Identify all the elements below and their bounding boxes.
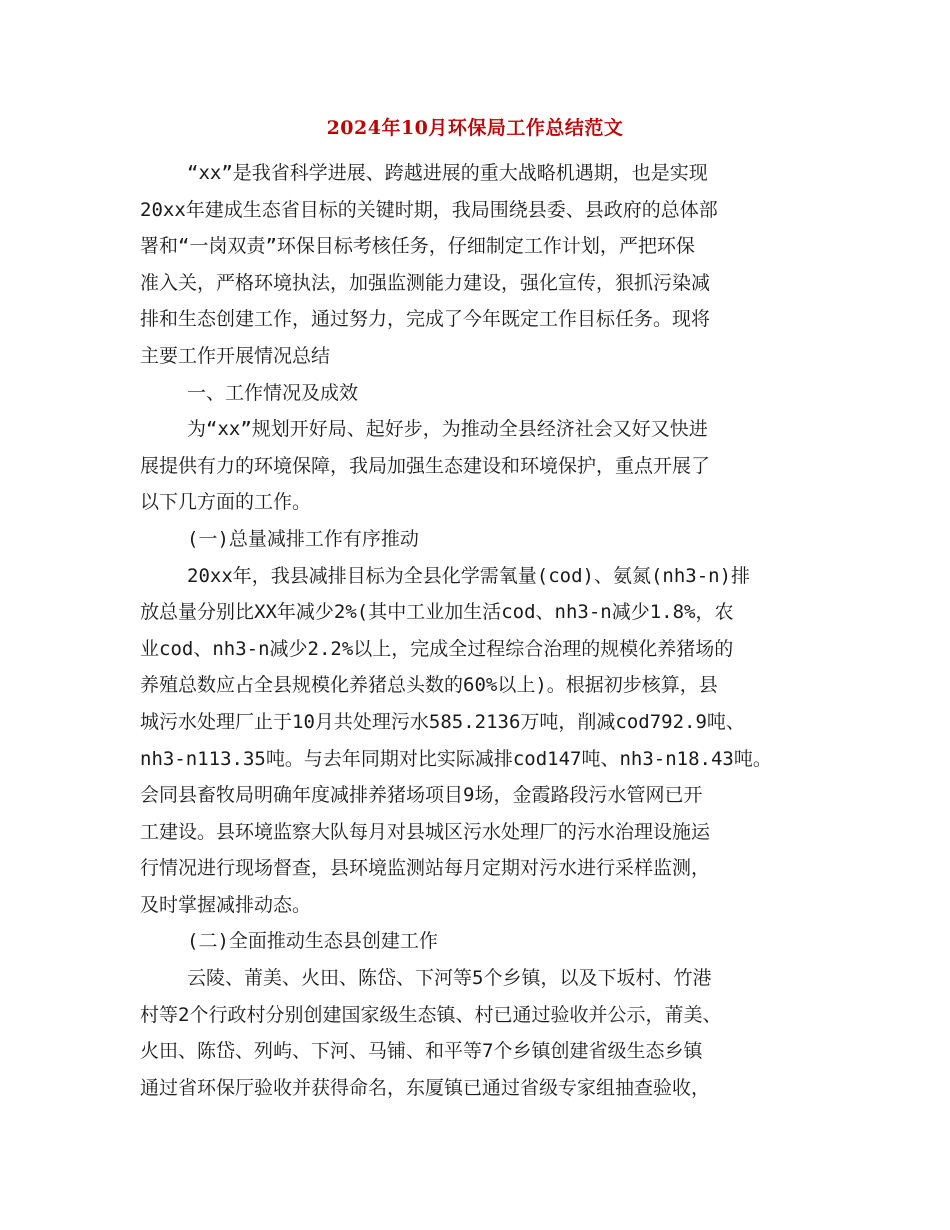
paragraph-line: (一)总量减排工作有序推动	[187, 527, 419, 550]
paragraph-line: 城污水处理厂止于10月共处理污水585.2136万吨，削减cod792.9吨、	[140, 710, 745, 733]
document-body	[140, 155, 812, 1106]
paragraph-line: 一、工作情况及成效	[187, 381, 359, 404]
paragraph-line: “xx”是我省科学进展、跨越进展的重大战略机遇期，也是实现	[187, 162, 708, 184]
paragraph-line: nh3-n113.35吨。与去年同期对比实际减排cod147吨、nh3-n18.43吨。	[140, 747, 772, 770]
paragraph-line: 20xx年，我县减排目标为全县化学需氧量(cod)、氨氮(nh3-n)排	[187, 564, 751, 587]
paragraph-line: 村等2个行政村分别创建国家级生态镇、村已通过验收并公示，莆美、	[140, 1003, 722, 1026]
paragraph-line: 为“xx”规划开好局、起好步，为推动全县经济社会又好又快进	[187, 418, 708, 441]
paragraph-line: 行情况进行现场督查，县环境监测站每月定期对污水进行采样监测，	[140, 857, 711, 880]
paragraph-line: 排和生态创建工作，通过努力，完成了今年既定工作目标任务。现将	[140, 308, 711, 331]
paragraph-line: 署和“一岗双责”环保目标考核任务，仔细制定工作计划，严把环保	[140, 235, 695, 258]
paragraph-line: 通过省环保厅验收并获得命名，东厦镇已通过省级专家组抽查验收，	[140, 1076, 711, 1099]
paragraph-line: 及时掌握减排动态。	[140, 893, 312, 916]
paragraph-line: 云陵、莆美、火田、陈岱、下河等5个乡镇，以及下坂村、竹港	[187, 967, 712, 990]
paragraph-line: 养殖总数应占全县规模化养猪总头数的60%以上)。根据初步核算，县	[140, 674, 718, 697]
paragraph-line: 20xx年建成生态省目标的关键时期，我局围绕县委、县政府的总体部	[140, 198, 718, 221]
paragraph-line: 展提供有力的环境保障，我局加强生态建设和环境保护，重点开展了	[140, 454, 711, 477]
paragraph-line: 会同县畜牧局明确年度减排养猪场项目9场，金霞路段污水管网已开	[140, 784, 703, 807]
paragraph-line: 准入关，严格环境执法，加强监测能力建设，强化宣传，狠抓污染减	[140, 271, 711, 294]
paragraph-line: (二)全面推动生态县创建工作	[187, 930, 438, 953]
paragraph-line: 以下几方面的工作。	[140, 491, 312, 514]
paragraph-line: 工建设。县环境监察大队每月对县城区污水处理厂的污水治理设施运	[140, 820, 711, 843]
paragraph-line: 业cod、nh3-n减少2.2%以上，完成全过程综合治理的规模化养猪场的	[140, 637, 734, 660]
document-title: 2024年10月环保局工作总结范文	[326, 117, 624, 139]
paragraph-line: 主要工作开展情况总结	[140, 344, 331, 367]
paragraph-line: 放总量分别比XX年减少2%(其中工业加生活cod、nh3-n减少1.8%，农	[140, 601, 734, 624]
paragraph-line: 火田、陈岱、列屿、下河、马铺、和平等7个乡镇创建省级生态乡镇	[140, 1040, 703, 1063]
